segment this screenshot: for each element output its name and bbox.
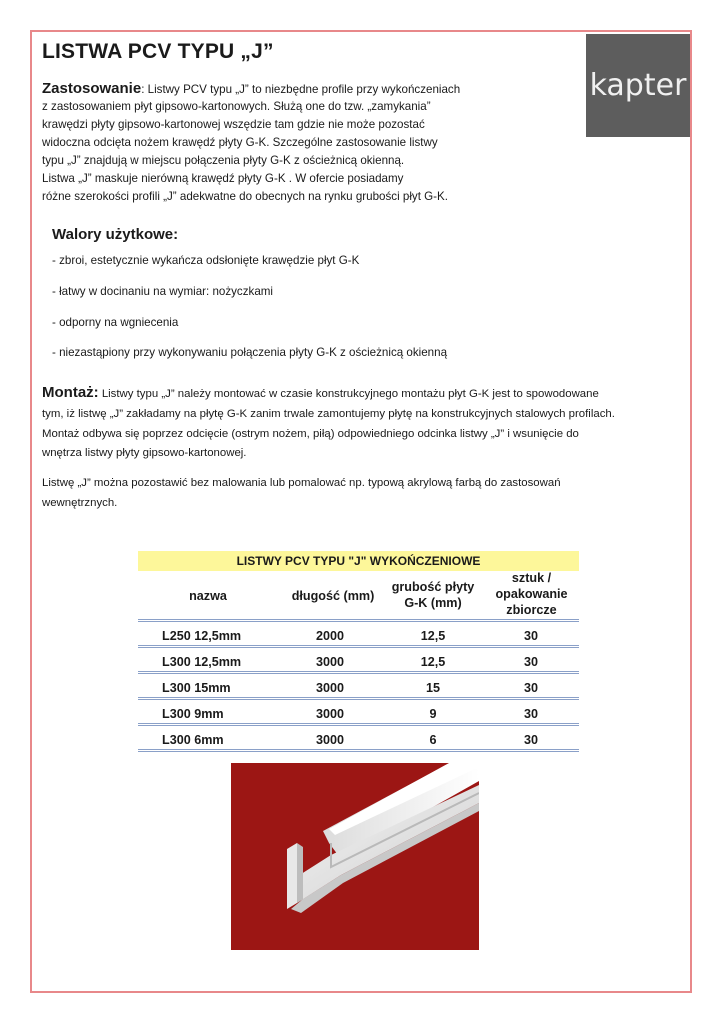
kapter-logo (586, 34, 690, 137)
cell-nazwa: L300 9mm (162, 707, 224, 721)
zastosowanie-line-1: Zastosowanie: Listwy PCV typu „J” to niezbędne profile przy wykończeniach (42, 80, 461, 97)
walory-item: - zbroi, estetycznie wykańcza odsłonięte krawędzie płyt G-K (52, 254, 360, 267)
zastosowanie-line-3: krawędzi płyty gipsowo-kartonowej wszędzie tam gdzie nie może pozostać (42, 118, 425, 131)
cell-sztuk: 30 (523, 733, 538, 747)
walory-item: - odporny na wgniecenia (52, 316, 179, 329)
zastosowanie-line-5: typu „J” znajdują w miejscu połączenia płyty G-K z ościeżnicą okienną. (42, 154, 405, 167)
montaz-line-2: tym, iż listwę „J” zakładamy na płytę G-K zanim trwale zamontujemy płytę na konstrukcyjnych stalowych profilach. (42, 408, 615, 420)
cell-grubosc: 6 (429, 733, 437, 747)
zastosowanie-line-2: z zastosowaniem płyt gipsowo-kartonowych. Służą one do tzw. „zamykania” (42, 100, 431, 113)
cell-sztuk: 30 (523, 629, 538, 643)
table-row (138, 619, 579, 648)
cell-dlugosc: 2000 (315, 629, 345, 643)
page-title: LISTWA PCV TYPU „J” (42, 40, 274, 63)
j-profile-illustration (231, 763, 479, 950)
montaz-extra-line-2: wewnętrznych. (42, 497, 118, 509)
cell-sztuk: 30 (523, 681, 538, 695)
cell-dlugosc: 3000 (315, 733, 345, 747)
zastosowanie-line-7: różne szerokości profili „J” adekwatne do obecnych na rynku grubości płyt G-K. (42, 190, 448, 203)
cell-grubosc: 9 (429, 707, 437, 721)
cell-dlugosc: 3000 (315, 707, 345, 721)
montaz-lead: Montaż: (42, 384, 99, 401)
header-sztuk: sztuk / opakowanie zbiorcze (495, 571, 568, 617)
header-nazwa: nazwa (189, 589, 227, 603)
cell-nazwa: L300 6mm (162, 733, 224, 747)
cell-grubosc: 12,5 (420, 655, 446, 669)
montaz-line-1: Montaż: Listwy typu „J” należy montować w czasie konstrukcyjnego montażu płyt G-K jest to spowodowane (42, 384, 599, 401)
zastosowanie-lead: Zastosowanie (42, 80, 142, 97)
product-photo (231, 763, 479, 950)
cell-grubosc: 12,5 (420, 629, 446, 643)
montaz-line-3: Montaż odbywa się poprzez odcięcie (ostrym nożem, piłą) odpowiedniego odcinka listwy „J” i wsunięcie do (42, 428, 579, 440)
walory-item: - niezastąpiony przy wykonywaniu połączenia płyty G-K z ościeżnicą okienną (52, 346, 448, 359)
header-grubosc: grubość płyty G-K (mm) (391, 580, 475, 610)
cell-dlugosc: 3000 (315, 655, 345, 669)
header-dlugosc: długość (mm) (291, 589, 375, 603)
table-row (138, 726, 579, 752)
cell-sztuk: 30 (523, 707, 538, 721)
cell-grubosc: 15 (425, 681, 440, 695)
zastosowanie-line-4: widoczna odcięta nożem krawędź płyty G-K. Szczególne zastosowanie listwy (42, 136, 438, 149)
montaz-line-4: wnętrza listwy płyty gipsowo-kartonowej. (42, 447, 247, 459)
zastosowanie-line-6: Listwa „J” maskuje nierówną krawędź płyty G-K . W ofercie posiadamy (42, 172, 404, 185)
table-row (138, 700, 579, 726)
logo-text: kapter (589, 68, 687, 103)
table-row (138, 674, 579, 700)
cell-nazwa: L250 12,5mm (162, 629, 242, 643)
cell-nazwa: L300 15mm (162, 681, 231, 695)
montaz-extra-line-1: Listwę „J” można pozostawić bez malowania lub pomalować np. typową akrylową farbą do zastosowań (42, 477, 561, 489)
table-title: LISTWY PCV TYPU "J" WYKOŃCZENIOWE (138, 551, 579, 571)
cell-dlugosc: 3000 (315, 681, 345, 695)
table-header (138, 571, 579, 619)
cell-nazwa: L300 12,5mm (162, 655, 242, 669)
walory-heading: Walory użytkowe: (52, 226, 179, 243)
walory-item: - łatwy w docinaniu na wymiar: nożyczkami (52, 285, 274, 298)
cell-sztuk: 30 (523, 655, 538, 669)
table-row (138, 648, 579, 674)
product-table (138, 551, 579, 752)
